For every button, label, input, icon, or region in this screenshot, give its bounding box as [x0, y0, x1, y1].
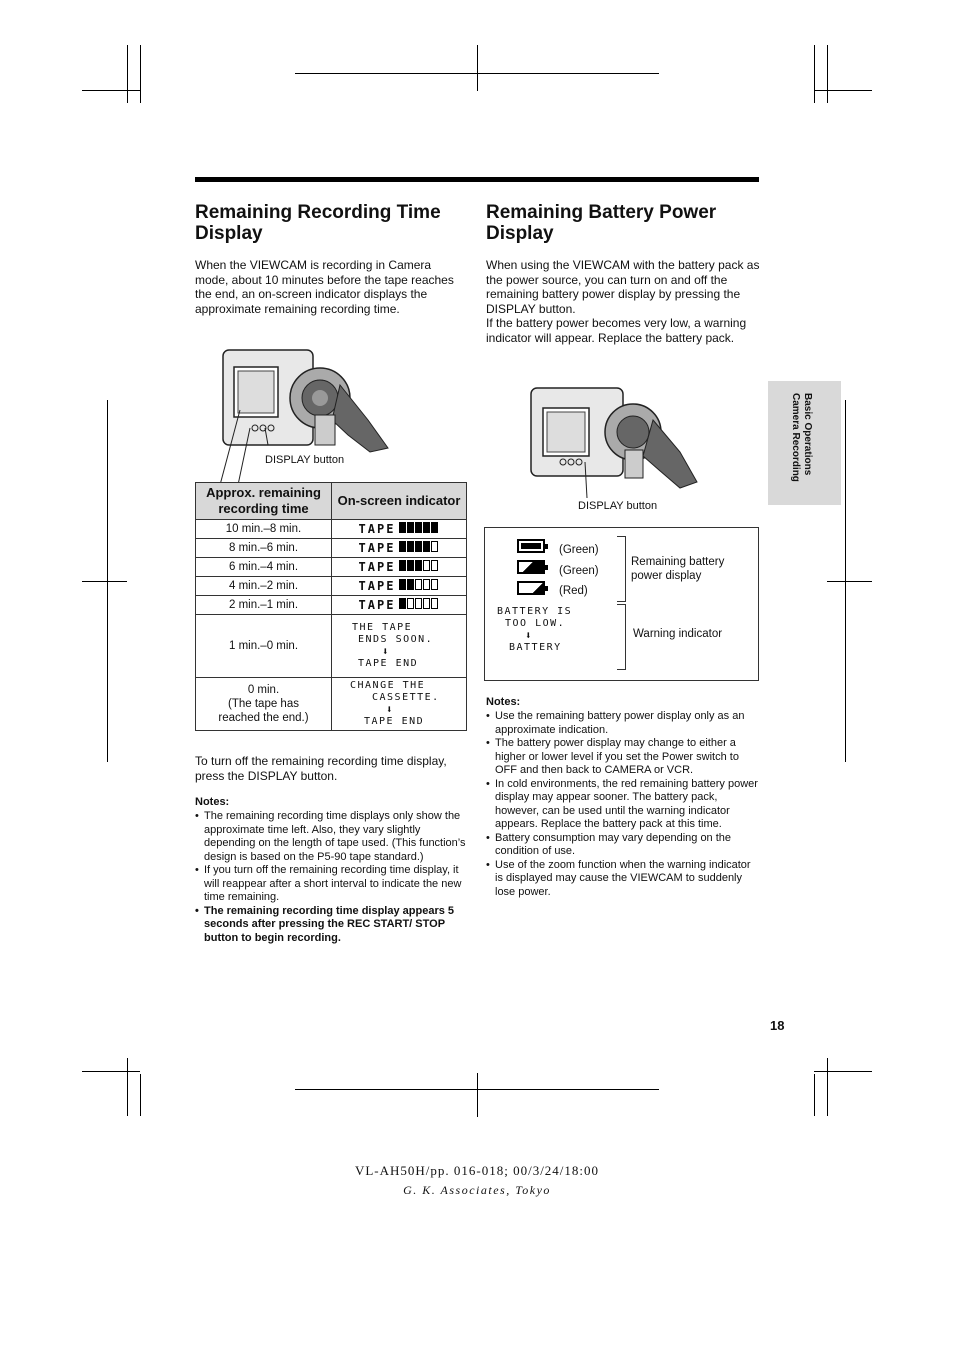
note-item: • If you turn off the remaining recording time display, it will reappear after a short interval to indicate the new time remaining. [195, 864, 470, 905]
note-item: • In cold environments, the red remaining battery power display may appear sooner. The battery pack, however, can be used until the warning indicator appears. Replace the battery pack at this time. [486, 778, 760, 832]
tape-indicator: TAPE [359, 560, 440, 574]
page-number: 18 [770, 1018, 785, 1033]
table-row-time: 2 min.–1 min. [196, 596, 332, 615]
battery-half-icon [517, 560, 545, 579]
battery-full-icon [517, 539, 545, 558]
left-intro: When the VIEWCAM is recording in Camera mode, about 10 minutes before the tape reaches the end, an on-screen indicator displays the approximate remaining recording time. [195, 258, 454, 316]
warning-indicator-label: Warning indicator [633, 628, 723, 640]
note-item: • The remaining recording time displays only show the approximate time left. Also, they vary slightly depending on the length of tape used. (This function’s design is based on the P5-90 tape standard.) [195, 810, 470, 864]
table-row-time-0min: 0 min. (The tape has reached the end.) [196, 678, 332, 731]
battery-level-green-1: (Green) [559, 544, 599, 556]
remaining-battery-label: Remaining battery power display [631, 556, 725, 582]
tape-indicator: TAPE [359, 522, 440, 536]
tape-indicator: TAPE [359, 541, 440, 555]
arrow-down-icon: ⬇ [382, 645, 391, 658]
battery-level-green-2: (Green) [559, 564, 599, 577]
osd-change-cassette: CHANGE THE CASSETTE. ⬇ TAPE END [350, 680, 466, 728]
osd-tape-ends-soon: THE TAPE ENDS SOON. ⬇ TAPE END [352, 622, 466, 670]
note-item: • Use the remaining battery power display only as an approximate indication. [486, 710, 760, 737]
battery-display-box [484, 527, 759, 681]
tape-indicator: TAPE [359, 598, 440, 612]
footer-line-1: VL-AH50H/pp. 016-018; 00/3/24/18:00 [354, 1163, 600, 1178]
left-notes: Notes: • The remaining recording time displays only show the approximate time left. Also, they vary slightly depending on the length of tape used. (This function’s design is based on the P5-90 tape standard.) • If you turn off the remaining recording time display, it will reappear after a short interval to indicate the new time remaining. • The remaining recording time display appears 5 seconds after pressing the REC START/ STOP button to begin recording. [195, 796, 470, 945]
right-intro: When using the VIEWCAM with the battery pack as the power source, you can turn on and off the remaining battery power display by pressing the DISPLAY button. [486, 258, 760, 316]
right-intro-2: If the battery power becomes very low, a warning indicator will appear. Replace the battery pack. [486, 316, 747, 345]
table-header-indicator: On-screen indicator [332, 483, 467, 520]
table-row-time: 1 min.–0 min. [196, 615, 332, 678]
note-item: • The remaining recording time display appears 5 seconds after pressing the REC START/ STOP button to begin recording. [195, 905, 470, 946]
arrow-down-icon: ⬇ [525, 629, 534, 642]
tape-indicator: TAPE [359, 579, 440, 593]
battery-low-icon [517, 581, 545, 600]
note-item: • Use of the zoom function when the warning indicator is displayed may cause the VIEWCAM to suddenly lose power. [486, 859, 760, 900]
display-button-label-left: DISPLAY button [265, 454, 345, 466]
right-notes: Notes: • Use the remaining battery power display only as an approximate indication. • The battery power display may change to either a higher or lower level if you set the Power switch to OFF and then back to CAMERA or VCR. • In cold environments, the red remaining battery power display may appear sooner. The battery pack, however, can be used until the warning indicator appears. Replace the battery pack at this time. • Battery consumption may vary depending on the condition of use. • Use of the zoom function when the warning indicator is displayed may cause the VIEWCAM to suddenly lose power. [486, 696, 760, 899]
footer-line-2: G. K. Associates, Tokyo [403, 1183, 551, 1197]
remaining-time-table [195, 482, 467, 731]
arrow-down-icon: ⬇ [386, 703, 395, 716]
note-item: • The battery power display may change to either a higher or lower level if you set the Power switch to OFF and then back to CAMERA or VCR. [486, 737, 760, 778]
turn-off-text: To turn off the remaining recording time display, press the DISPLAY button. [195, 754, 447, 783]
table-row-time: 4 min.–2 min. [196, 577, 332, 596]
note-item: • Battery consumption may vary depending on the condition of use. [486, 832, 760, 859]
top-rule [195, 177, 759, 182]
camcorder-illustration-right [525, 380, 705, 500]
table-row-time: 6 min.–4 min. [196, 558, 332, 577]
table-row-time: 8 min.–6 min. [196, 539, 332, 558]
bracket [617, 536, 626, 602]
display-button-label-right: DISPLAY button [578, 500, 658, 512]
right-title: Remaining Battery Power Display [486, 202, 717, 244]
bracket [617, 604, 626, 670]
table-header-time: Approx. remaining recording time [196, 483, 332, 520]
table-row-time: 10 min.–8 min. [196, 520, 332, 539]
battery-level-red: (Red) [559, 585, 588, 597]
osd-battery-too-low: BATTERY IS TOO LOW. ⬇ BATTERY [497, 606, 573, 653]
side-tab-text: Basic Operations Camera Recording [790, 393, 813, 482]
left-title: Remaining Recording Time Display [195, 202, 441, 244]
